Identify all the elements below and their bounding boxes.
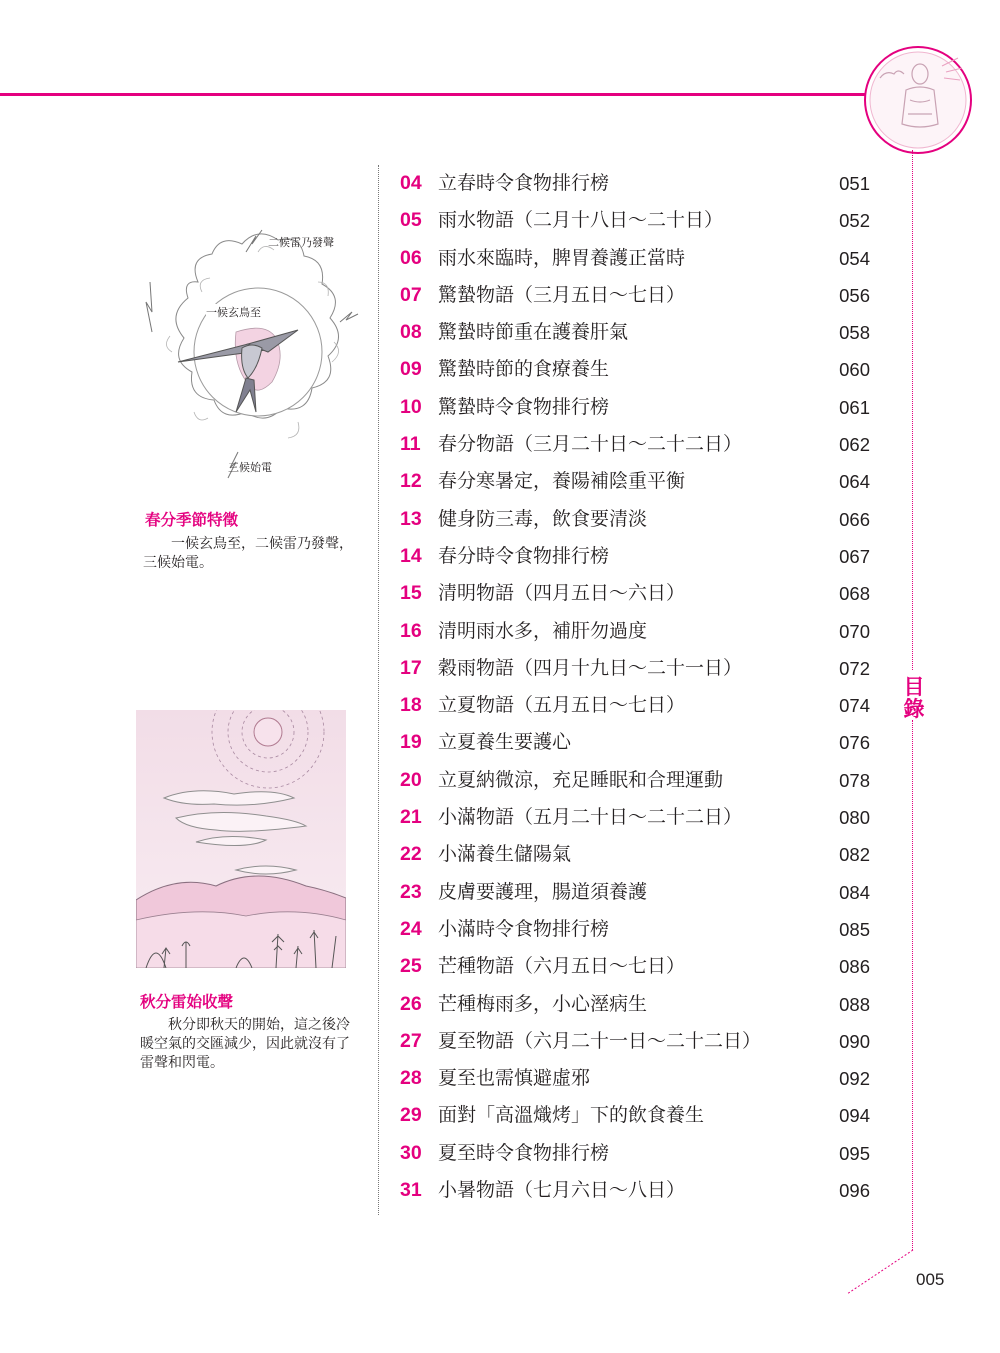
toc-entry-number: 22 xyxy=(400,843,422,866)
toc-entry[interactable] xyxy=(400,911,880,948)
toc-entry-number: 28 xyxy=(400,1067,422,1090)
toc-entry-number: 31 xyxy=(400,1179,422,1202)
figure1-label-center: 一候玄鳥至 xyxy=(206,306,261,319)
toc-entry[interactable] xyxy=(400,874,880,911)
toc-entry-page: 078 xyxy=(839,769,870,791)
toc-entry[interactable] xyxy=(400,202,880,239)
toc-entry[interactable] xyxy=(400,501,880,538)
toc-entry-page: 076 xyxy=(839,732,870,754)
toc-entry-page: 084 xyxy=(839,881,870,903)
toc-entry-title: 芒種梅雨多，小心溼病生 xyxy=(438,992,648,1015)
toc-entry-page: 066 xyxy=(839,508,870,530)
toc-entry-title: 面對「高溫熾烤」下的飲食養生 xyxy=(438,1104,705,1127)
toc-entry[interactable] xyxy=(400,1135,880,1172)
toc-entry-page: 070 xyxy=(839,620,870,642)
toc-entry-title: 芒種物語（六月五日～七日） xyxy=(438,955,686,978)
toc-entry-page: 068 xyxy=(839,583,870,605)
toc-entry[interactable] xyxy=(400,650,880,687)
toc-entry-page: 088 xyxy=(839,993,870,1015)
side-title: 目錄 xyxy=(903,675,925,721)
autumn-landscape-illustration xyxy=(136,710,346,968)
toc-entry-number: 10 xyxy=(400,395,422,418)
toc-entry-page: 096 xyxy=(839,1180,870,1202)
toc-entry-number: 06 xyxy=(400,246,422,269)
toc-entry-title: 驚蟄時令食物排行榜 xyxy=(438,395,610,418)
toc-entry-number: 08 xyxy=(400,321,422,344)
toc-entry[interactable] xyxy=(400,1172,880,1209)
body-figure-badge-icon xyxy=(862,44,974,156)
toc-entry-title: 立夏納微涼，充足睡眠和合理運動 xyxy=(438,768,724,791)
figure1-label-bottom: 三候始電 xyxy=(228,461,272,474)
figure1-caption-title: 春分季節特徵 xyxy=(145,511,239,529)
toc-entry[interactable] xyxy=(400,1060,880,1097)
toc-entry-title: 驚蟄時節的食療養生 xyxy=(438,358,610,381)
toc-entry[interactable] xyxy=(400,836,880,873)
toc-entry[interactable] xyxy=(400,165,880,202)
toc-entry-title: 夏至物語（六月二十一日～二十二日） xyxy=(438,1029,762,1052)
toc-entry-page: 080 xyxy=(839,807,870,829)
toc-entry-page: 064 xyxy=(839,471,870,493)
toc-entry-number: 25 xyxy=(400,955,422,978)
toc-entry[interactable] xyxy=(400,986,880,1023)
toc-entry[interactable] xyxy=(400,762,880,799)
toc-entry-title: 小暑物語（七月六日～八日） xyxy=(438,1179,686,1202)
toc-entry[interactable] xyxy=(400,613,880,650)
column-divider xyxy=(378,165,379,1215)
toc-entry-title: 夏至時令食物排行榜 xyxy=(438,1141,610,1164)
toc-entry[interactable] xyxy=(400,1023,880,1060)
toc-entry-number: 20 xyxy=(400,768,422,791)
toc-entry-title: 清明物語（四月五日～六日） xyxy=(438,582,686,605)
toc-entry[interactable] xyxy=(400,426,880,463)
toc-entry-page: 072 xyxy=(839,657,870,679)
toc-entry-number: 05 xyxy=(400,209,422,232)
toc-entry[interactable] xyxy=(400,538,880,575)
page-number: 005 xyxy=(916,1270,945,1289)
toc-entry-title: 春分物語（三月二十日～二十二日） xyxy=(438,433,743,456)
toc-entry-title: 雨水物語（二月十八日～二十日） xyxy=(438,209,724,232)
toc-entry-title: 夏至也需慎避虛邪 xyxy=(438,1067,591,1090)
toc-entry-page: 094 xyxy=(839,1105,870,1127)
toc-entry-number: 12 xyxy=(400,470,422,493)
table-of-contents xyxy=(400,165,880,1209)
right-margin-line-top xyxy=(912,150,913,670)
toc-entry-page: 092 xyxy=(839,1068,870,1090)
toc-entry-page: 061 xyxy=(839,396,870,418)
toc-entry[interactable] xyxy=(400,314,880,351)
toc-entry-title: 驚蟄時節重在護養肝氣 xyxy=(438,321,629,344)
toc-entry-number: 24 xyxy=(400,917,422,940)
toc-entry-title: 春分寒暑定，養陽補陰重平衡 xyxy=(438,470,686,493)
toc-entry-title: 春分時令食物排行榜 xyxy=(438,544,610,567)
toc-entry-number: 18 xyxy=(400,694,422,717)
toc-entry-page: 074 xyxy=(839,695,870,717)
toc-entry-number: 16 xyxy=(400,619,422,642)
toc-entry-title: 穀雨物語（四月十九日～二十一日） xyxy=(438,656,743,679)
toc-entry-number: 07 xyxy=(400,283,422,306)
toc-entry[interactable] xyxy=(400,240,880,277)
page-corner-line xyxy=(845,1248,915,1296)
right-margin-line-bottom xyxy=(912,720,913,1250)
toc-entry-title: 立夏養生要護心 xyxy=(438,731,572,754)
toc-entry[interactable] xyxy=(400,277,880,314)
figure1-caption-body: 一候玄鳥至，二候雷乃發聲，三候始電。 xyxy=(143,536,353,571)
toc-entry-title: 小滿物語（五月二十日～二十二日） xyxy=(438,806,743,829)
toc-entry-title: 驚蟄物語（三月五日～七日） xyxy=(438,283,686,306)
toc-entry-number: 13 xyxy=(400,507,422,530)
toc-entry[interactable] xyxy=(400,799,880,836)
toc-entry-page: 062 xyxy=(839,434,870,456)
toc-entry-number: 11 xyxy=(400,433,421,456)
figure1-label-top: 二候雷乃發聲 xyxy=(268,236,334,249)
toc-entry[interactable] xyxy=(400,948,880,985)
toc-entry[interactable] xyxy=(400,575,880,612)
toc-entry-page: 060 xyxy=(839,359,870,381)
toc-entry-title: 小滿時令食物排行榜 xyxy=(438,917,610,940)
toc-entry-title: 立春時令食物排行榜 xyxy=(438,172,610,194)
figure2-caption-title: 秋分雷始收聲 xyxy=(140,993,234,1011)
toc-entry-title: 清明雨水多，補肝勿過度 xyxy=(438,619,648,642)
toc-entry-number: 17 xyxy=(400,656,422,679)
toc-entry-number: 26 xyxy=(400,992,422,1015)
toc-entry[interactable] xyxy=(400,351,880,388)
toc-entry-page: 052 xyxy=(839,210,870,232)
toc-entry-title: 健身防三毒，飲食要清淡 xyxy=(438,507,648,530)
toc-entry-number: 15 xyxy=(400,582,422,605)
toc-entry-number: 29 xyxy=(400,1104,422,1127)
toc-entry[interactable] xyxy=(400,463,880,500)
toc-entry-number: 30 xyxy=(400,1141,422,1164)
toc-entry[interactable] xyxy=(400,389,880,426)
toc-entry-number: 14 xyxy=(400,544,422,567)
toc-entry-number: 19 xyxy=(400,731,422,754)
swallow-cloud-illustration xyxy=(138,222,378,484)
top-rule xyxy=(0,93,872,96)
toc-entry-page: 067 xyxy=(839,545,870,567)
toc-entry-page: 051 xyxy=(839,173,870,194)
toc-entry-number: 04 xyxy=(400,172,422,194)
toc-entry-page: 090 xyxy=(839,1030,870,1052)
toc-entry-page: 054 xyxy=(839,247,870,269)
toc-entry[interactable] xyxy=(400,724,880,761)
toc-entry-page: 086 xyxy=(839,956,870,978)
toc-entry-page: 058 xyxy=(839,322,870,344)
toc-entry[interactable] xyxy=(400,687,880,724)
figure2-caption-body: 秋分即秋天的開始，這之後冷暖空氣的交匯減少，因此就沒有了雷聲和閃電。 xyxy=(140,1017,350,1071)
toc-entry[interactable] xyxy=(400,1097,880,1134)
toc-entry-page: 085 xyxy=(839,918,870,940)
toc-entry-number: 21 xyxy=(400,806,422,829)
toc-entry-title: 立夏物語（五月五日～七日） xyxy=(438,694,686,717)
toc-entry-title: 皮膚要護理，腸道須養護 xyxy=(438,880,648,903)
toc-entry-page: 056 xyxy=(839,284,870,306)
toc-entry-page: 082 xyxy=(839,844,870,866)
toc-entry-page: 095 xyxy=(839,1142,870,1164)
toc-entry-title: 雨水來臨時，脾胃養護正當時 xyxy=(438,246,686,269)
toc-entry-number: 23 xyxy=(400,880,422,903)
toc-entry-number: 09 xyxy=(400,358,422,381)
toc-entry-title: 小滿養生儲陽氣 xyxy=(438,843,572,866)
toc-entry-number: 27 xyxy=(400,1029,422,1052)
